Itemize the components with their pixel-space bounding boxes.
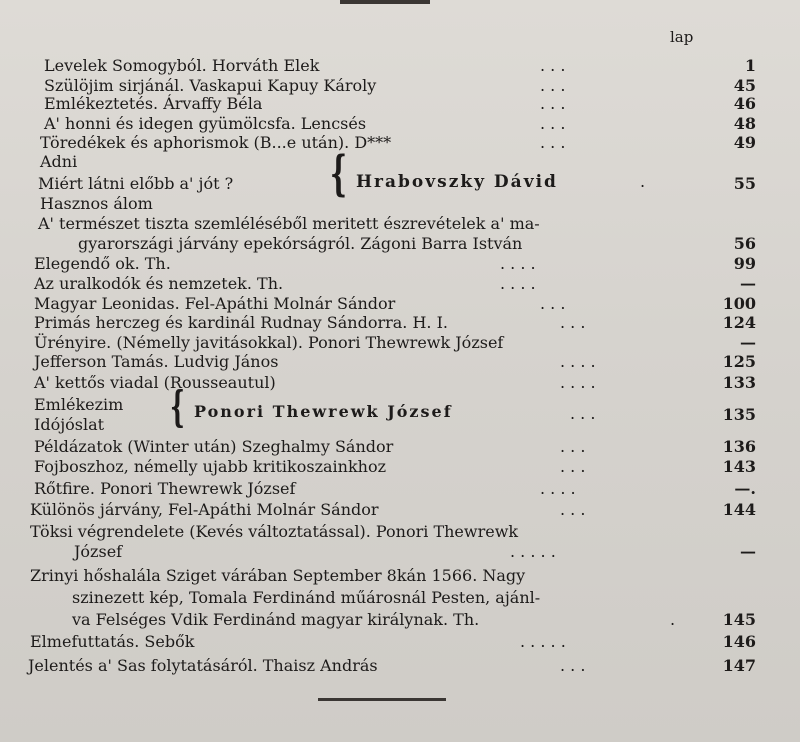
toc-entry-title: Jelentés a' Sas folytatásáról. Thaisz András: [28, 656, 378, 675]
toc-dots: .: [670, 610, 676, 629]
toc-group-item: Miért látni előbb a' jót ?: [38, 174, 234, 193]
toc-dots: . . .: [560, 313, 586, 332]
toc-dots: . . .: [560, 500, 586, 519]
toc-page-number: 136: [722, 437, 756, 456]
toc-entry-title: Az uralkodók és nemzetek. Th.: [34, 274, 284, 293]
toc-dots: . . .: [560, 437, 586, 456]
toc-entry-title: Rőtfire. Ponori Thewrewk József: [34, 479, 296, 498]
toc-entry-title: Primás herczeg és kardinál Rudnay Sándorra. H. I.: [34, 313, 448, 332]
toc-page-number: —: [740, 542, 756, 561]
toc-dots: . . . . .: [510, 542, 556, 561]
brace-icon: {: [330, 146, 347, 202]
toc-page-number: 124: [722, 313, 756, 332]
toc-page-number: 133: [722, 373, 756, 392]
toc-page-number: 48: [733, 114, 756, 133]
toc-dots: . . . . .: [520, 632, 566, 651]
toc-entry-title: A' kettős viadal (Rousseautul): [34, 373, 276, 392]
toc-entry-title: gyarországi járvány epekórságról. Zágoni Barra István: [78, 234, 523, 253]
brace-icon: {: [170, 382, 185, 431]
toc-group-item: Hasznos álom: [40, 194, 153, 213]
toc-page-number: 1: [744, 56, 756, 75]
top-rule: [340, 0, 430, 4]
toc-dots: . . .: [540, 294, 566, 313]
toc-page-number: 99: [733, 254, 756, 273]
toc-page-number: 143: [722, 457, 756, 476]
toc-page-number: 146: [722, 632, 756, 651]
toc-entry-title: Elegendő ok. Th.: [34, 254, 171, 273]
toc-entry-title: Töredékek és aphorismok (B...e után). D***: [40, 133, 392, 152]
toc-dots: .: [640, 172, 646, 191]
toc-page-number: 56: [733, 234, 756, 253]
toc-entry-title: József: [74, 542, 123, 561]
toc-page-number: 147: [722, 656, 756, 675]
toc-group-author: Ponori Thewrewk József: [194, 402, 453, 421]
toc-page-number: 46: [733, 94, 756, 113]
toc-page-number: 144: [722, 500, 756, 519]
toc-dots: . . .: [540, 94, 566, 113]
toc-page-number: 49: [733, 133, 756, 152]
toc-entry-title: Szülöjim sirjánál. Vaskapui Kapuy Károly: [44, 76, 377, 95]
toc-group-author: Hrabovszky Dávid: [356, 172, 558, 192]
toc-entry-title: va Felséges Vdik Ferdinánd magyar királynak. Th.: [72, 610, 480, 629]
toc-dots: . . .: [540, 76, 566, 95]
toc-entry-title: Példázatok (Winter után) Szeghalmy Sándor: [34, 437, 394, 456]
toc-entry-title: A' honni és idegen gyümölcsfa. Lencsés: [44, 114, 367, 133]
toc-page-number: —: [740, 274, 756, 293]
toc-dots: . . . .: [560, 352, 596, 371]
toc-entry-title: Elmefuttatás. Sebők: [30, 632, 195, 651]
toc-dots: . . .: [560, 457, 586, 476]
bottom-rule: [318, 698, 446, 701]
toc-entry-title: Különös járvány, Fel-Apáthi Molnár Sándor: [30, 500, 379, 519]
toc-page-number: 135: [722, 405, 756, 424]
toc-page-number: 125: [722, 352, 756, 371]
toc-page-number: 55: [733, 174, 756, 193]
toc-dots: . . .: [540, 114, 566, 133]
toc-entry-title: A' természet tiszta szemléléséből meritett észrevételek a' ma-: [38, 214, 540, 233]
toc-entry-title: Jefferson Tamás. Ludvig János: [34, 352, 279, 371]
toc-entry-title: Levelek Somogyból. Horváth Elek: [44, 56, 320, 75]
toc-dots: . . . .: [500, 274, 536, 293]
toc-group-item: Emlékezim: [34, 395, 124, 414]
toc-dots: . . .: [540, 133, 566, 152]
toc-group-item: Idójóslat: [34, 415, 105, 434]
toc-entry-title: Ürényire. (Némelly javitásokkal). Ponori Thewrewk József: [34, 333, 504, 352]
toc-entry-title: szinezett kép, Tomala Ferdinánd műárosnál Pesten, ajánl-: [72, 588, 541, 607]
toc-dots: . . .: [570, 404, 596, 423]
toc-entry-title: Emlékeztetés. Árvaffy Béla: [44, 94, 263, 113]
toc-dots: . . .: [560, 656, 586, 675]
page-column-header: lap: [670, 28, 694, 46]
toc-page-number: 45: [733, 76, 756, 95]
toc-dots: . . . .: [500, 254, 536, 273]
toc-page-number: —: [740, 333, 756, 352]
toc-dots: . . . .: [560, 373, 596, 392]
toc-group-item: Adni: [40, 152, 78, 171]
toc-page-number: 145: [722, 610, 756, 629]
toc-page-number: 100: [722, 294, 756, 313]
toc-page-number: —.: [734, 479, 756, 498]
toc-dots: . . .: [540, 56, 566, 75]
toc-entry-title: Magyar Leonidas. Fel-Apáthi Molnár Sándor: [34, 294, 396, 313]
toc-entry-title: Fojboszhoz, némelly ujabb kritikoszainkhoz: [34, 457, 387, 476]
toc-dots: . . . .: [540, 479, 576, 498]
toc-entry-title: Töksi végrendelete (Kevés változtatással). Ponori Thewrewk: [30, 522, 519, 541]
toc-entry-title: Zrinyi hőshalála Sziget várában September 8kán 1566. Nagy: [30, 566, 526, 585]
